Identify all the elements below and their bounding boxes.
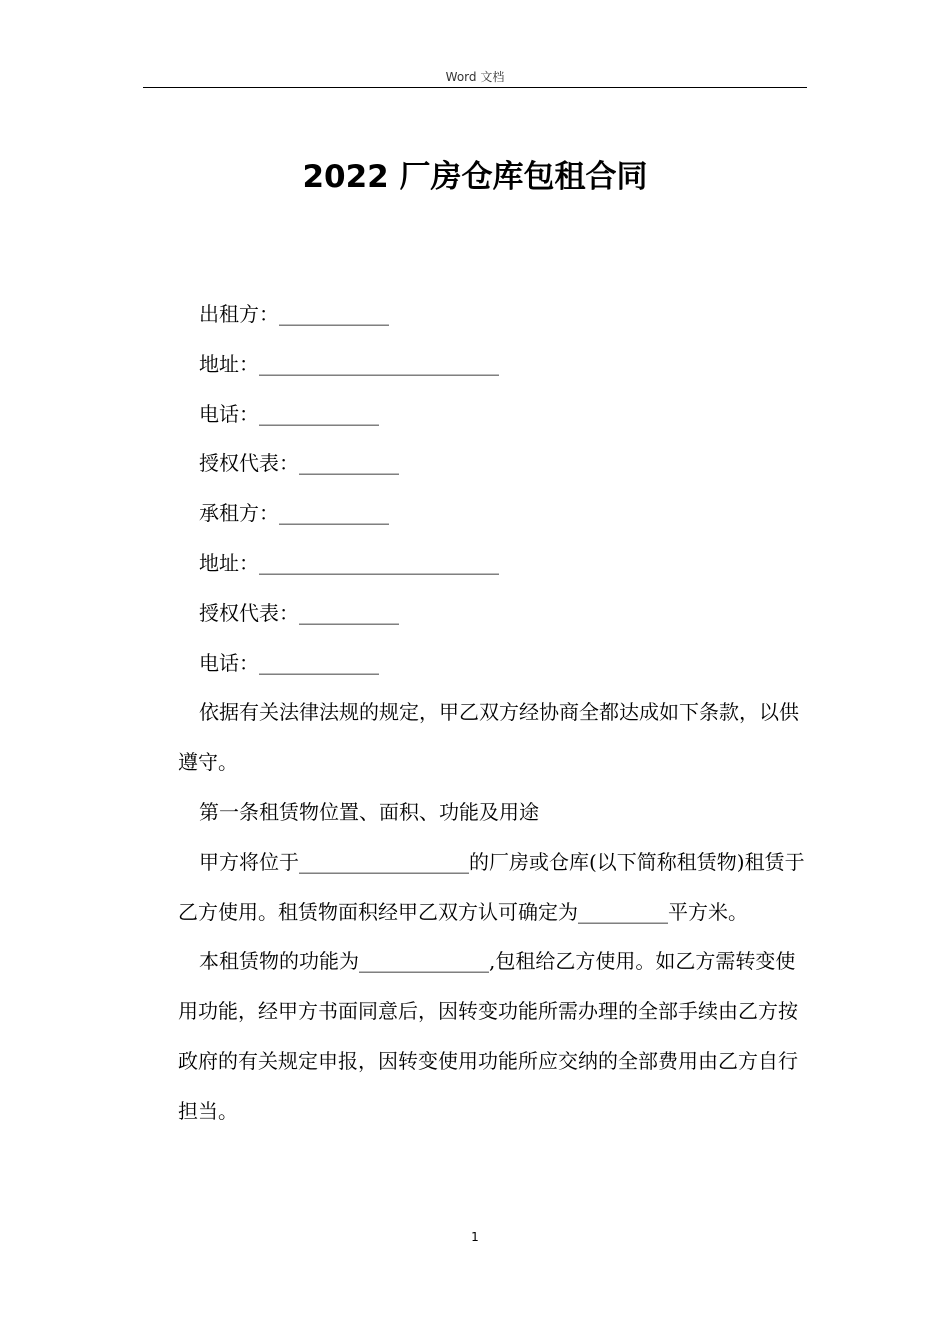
lessor-representative-line: 授权代表：__________ (199, 451, 399, 476)
lessor-address-line: 地址：________________________ (199, 351, 499, 376)
page-header-label: Word 文档 (445, 70, 505, 84)
lessor-phone-line: 电话：____________ (199, 401, 379, 426)
document-title: 2022 厂房仓库包租合同 (302, 159, 648, 195)
lessor-name-line: 出租方：___________ (199, 302, 389, 326)
premises-location-paragraph: 甲方将位于_________________的厂房或仓库(以下简称租赁物)租赁于乙方使用。租赁物面积经甲乙双方认可确定为_________平方米。 (178, 849, 805, 924)
document-body (178, 290, 814, 1137)
lessee-name-line: 承租方：___________ (199, 501, 389, 526)
lessee-address-line: 地址：________________________ (199, 550, 499, 575)
premises-function-paragraph: 本租赁物的功能为_____________,包租给乙方使用。如乙方需转变使用功能，经甲方书面同意后，因转变功能所需办理的全部手续由乙方按政府的有关规定申报，因转变使用功能所应交纳的全部费用由乙方自行担当。 (178, 949, 798, 1123)
lessee-phone-line: 电话：____________ (199, 650, 379, 675)
header-divider (143, 87, 807, 88)
page-number: 1 (471, 1230, 479, 1244)
preamble-paragraph: 依据有关法律法规的规定，甲乙双方经协商全都达成如下条款，以供遵守。 (178, 700, 799, 775)
article-one-heading: 第一条租赁物位置、面积、功能及用途 (199, 799, 539, 824)
lessee-representative-line: 授权代表：__________ (199, 600, 399, 625)
